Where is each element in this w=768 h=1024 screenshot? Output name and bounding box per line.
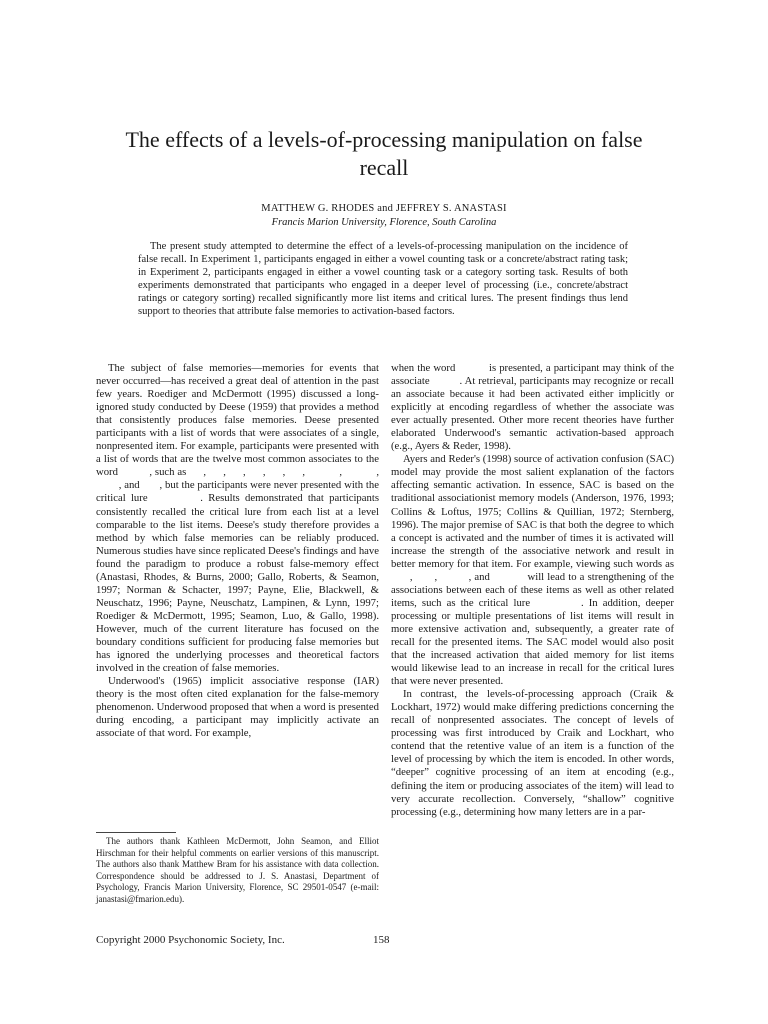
body-column-left [96,362,379,740]
article-title: The effects of a levels-of-processing manipulation on false recall [125,127,643,180]
body-paragraph: In contrast, the levels-of-processing approach (Craik & Lockhart, 1972) would make differing predictions concerning the recall of nonpresented associates. The concept of levels of processing was first introduced by Craik and Lockhart, who contend that the retentive value of an item is a function of the level of processing by which the item is encoded. In other words, “deeper” cognitive processing of an item at encoding (e.g., defining the item or producing associates of the item) will lead to very accurate recollection. Conversely, “shallow” cognitive processing (e.g., determining how many letters are in a par- [391,688,674,818]
body-paragraph: Ayers and Reder's (1998) source of activation confusion (SAC) model may provide the most salient explanation of the factors affecting semantic activation. In essence, SAC is based on the traditional associationist memory models (Anderson, 1976, 1993; Collins & Loftus, 1975; Collins & Quillian, 1972; Sternberg, 1996). The major premise of SAC is that both the degree to which a concept is activated and the number of times it is activated will increase the strength of the associative network and result in better memory for that item. For example, viewing such words as , , , and will lead to a strengthening of the associations between each of these items as well as other related items, such as the critical lure . In addition, deeper processing or multiple presentations of list items will result in more extensive activation and, subsequently, a greater rate of recall for the presented items. The SAC model would also posit that the increased activation that aided memory for list items would likewise lead to an increase in recall for the critical lures that were never presented. [391,453,674,688]
body-paragraph: when the word is presented, a participant may think of the associate . At retrieval, participants may recognize or recall an associate because it had been activated either implicitly or explicitly at encoding regardless of whether the associate was ever actually presented. Other more recent theories have further elaborated Underwood's semantic activation-based approach (e.g., Ayers & Reder, 1998). [391,362,674,453]
author-names: MATTHEW G. RHODES and JEFFREY S. ANASTASI [261,203,507,214]
body-column-right [391,362,674,819]
footnote-divider [96,832,176,833]
page-number: 158 [373,934,390,946]
author-note-footnote: The authors thank Kathleen McDermott, John Seamon, and Elliot Hirschman for their helpful comments on earlier versions of this manuscript. The authors also thank Matthew Bram for his assistance with data collection. Correspondence should be addressed to J. S. Anastasi, Department of Psychology, Francis Marion University, Florence, SC 29501-0547 (e-mail: janastasi@fmarion.edu). [96,836,379,904]
abstract: The present study attempted to determine the effect of a levels-of-processing manipulation on the incidence of false recall. In Experiment 1, participants engaged in either a vowel counting task or a concrete/abstract rating task; in Experiment 2, participants engaged in either a vowel counting task or a category sorting task. Results of both experiments demonstrated that participants who engaged in a deeper level of processing (i.e., concrete/abstract ratings or category sorting) recalled significantly more list items and critical lures. The present findings thus lend support to theories that attribute false memories to activation-based factors. [138,241,628,317]
copyright-notice: Copyright 2000 Psychonomic Society, Inc. [96,934,285,946]
author-affiliation: Francis Marion University, Florence, South Carolina [271,217,497,228]
body-paragraph: Underwood's (1965) implicit associative response (IAR) theory is the most often cited explanation for the false-memory phenomenon. Underwood proposed that when a word is presented during encoding, a participant may implicitly activate an associate of that word. For example, [96,675,379,740]
body-paragraph: The subject of false memories—memories for events that never occurred—has received a great deal of attention in the past few years. Roediger and McDermott (1995) discussed a long-ignored study conducted by Deese (1959) that provides a method that consistently produces false memories. Deese presented participants with a list of words that were associates of a single, nonpresented item. For example, participants were presented with a list of words that are the twelve most common associates to the word , such as , , , , , , , , , and , but the participants were never presented with the critical lure . Results demonstrated that participants consistently recalled the critical lure from each list at a level comparable to the list items. Deese's study therefore provides a method by which false memories can be reliably produced. Numerous studies have since replicated Deese's findings and have found the paradigm to produce a robust false-memory effect (Anastasi, Rhodes, & Burns, 2000; Gallo, Roberts, & Seamon, 1997; Norman & Schacter, 1997; Payne, Elie, Blackwell, & Neuschatz, 1996; Payne, Neuschatz, Lampinen, & Lynn, 1997; Roediger & McDermott, 1995; Seamon, Luo, & Gallo, 1998). However, much of the current literature has focused on the boundary conditions sufficient for producing false memories but has ignored the underlying processes and theoretical factors involved in the creation of false memories. [96,362,379,675]
